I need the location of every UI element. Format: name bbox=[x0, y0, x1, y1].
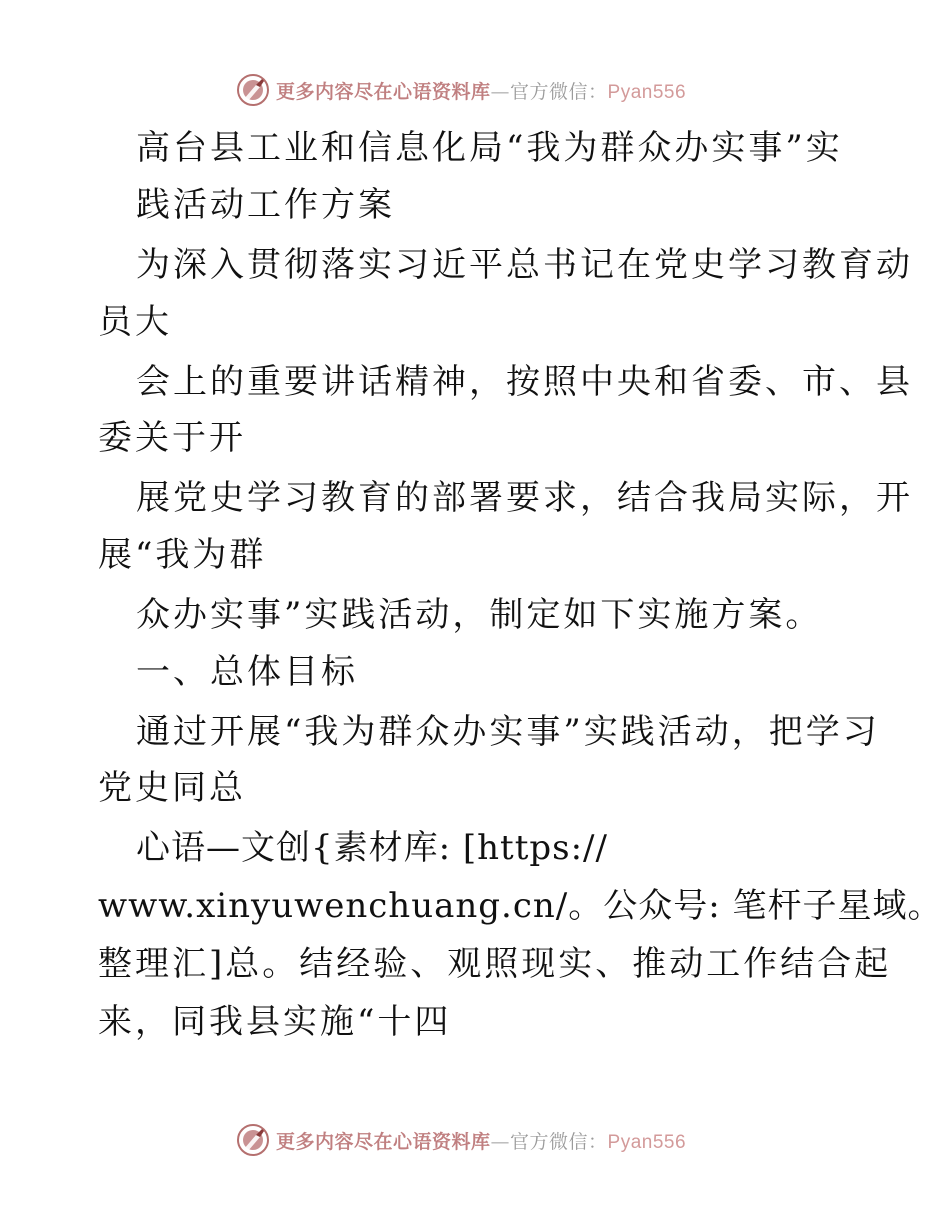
paragraph-line: 众办实事”实践活动，制定如下实施方案。 bbox=[136, 595, 823, 635]
section-heading: 一、总体目标 bbox=[136, 652, 358, 692]
paragraph-line: 为深入贯彻落实习近平总书记在党史学习教育动 bbox=[136, 245, 913, 285]
paragraph-line: 整理汇]总。结经验、观照现实、推动工作结合起 bbox=[98, 944, 892, 984]
paragraph-line: 展党史学习教育的部署要求，结合我局实际，开 bbox=[136, 478, 913, 518]
banner-wechat-id: Pyan556 bbox=[607, 81, 687, 103]
paragraph-line: 党史同总 bbox=[98, 768, 246, 808]
banner-site-name: 更多内容尽在心语资料库 bbox=[276, 1130, 491, 1153]
banner-wechat-id: Pyan556 bbox=[607, 1131, 687, 1153]
banner-separator: — bbox=[490, 1130, 511, 1153]
header-watermark-banner bbox=[236, 72, 686, 108]
document-title-line-2: 践活动工作方案 bbox=[136, 185, 395, 225]
paragraph-line: 会上的重要讲话精神，按照中央和省委、市、县 bbox=[136, 362, 913, 402]
paragraph-line: 委关于开 bbox=[98, 418, 246, 458]
paragraph-line: 展“我为群 bbox=[98, 535, 267, 575]
footer-watermark-banner bbox=[236, 1122, 686, 1158]
paragraph-line: 员大 bbox=[98, 302, 172, 342]
pen-nib-logo-icon bbox=[236, 1123, 270, 1157]
banner-wechat-label: 官方微信： bbox=[510, 80, 608, 103]
paragraph-line: 来，同我县实施“十四 bbox=[98, 1002, 452, 1042]
pen-nib-logo-icon bbox=[236, 73, 270, 107]
paragraph-line: 通过开展“我为群众办实事”实践活动，把学习 bbox=[136, 712, 880, 752]
banner-site-name: 更多内容尽在心语资料库 bbox=[276, 80, 491, 103]
document-title-line-1: 高台县工业和信息化局“我为群众办实事”实 bbox=[136, 128, 843, 168]
banner-wechat-label: 官方微信： bbox=[510, 1130, 608, 1153]
paragraph-line: 心语—文创{素材库: [https:// bbox=[136, 828, 608, 868]
paragraph-line: www.xinyuwenchuang.cn/。公众号: 笔杆子星域。 bbox=[98, 886, 943, 926]
banner-separator: — bbox=[490, 80, 511, 103]
